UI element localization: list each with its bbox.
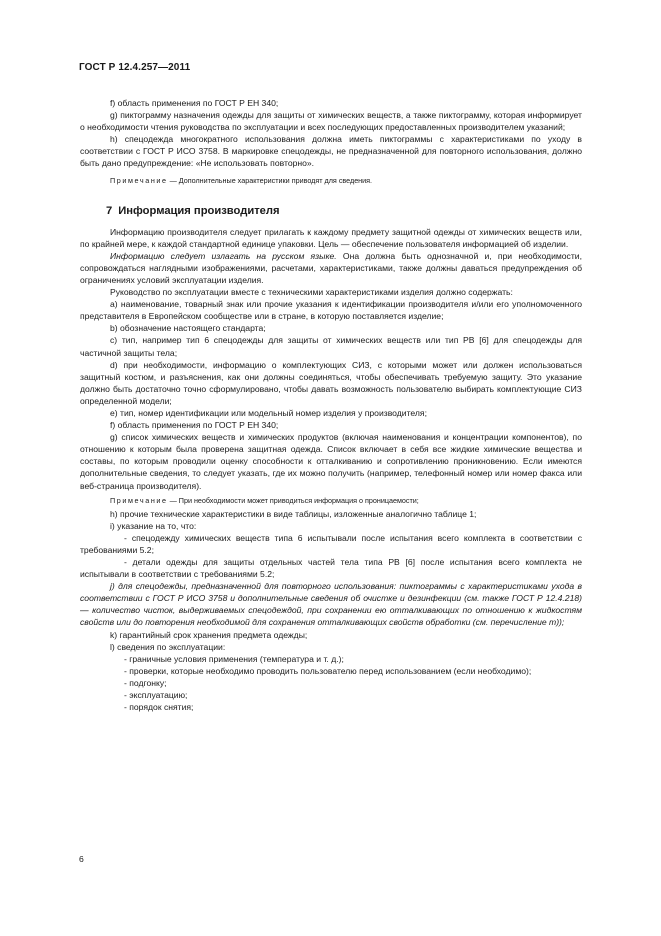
list-item-i-sub-1: - спецодежду химических веществ типа 6 испытывали после испытания всего комплекта в соответствии с требованиями 5.2; xyxy=(80,532,582,555)
list-item-c: c) тип, например тип 6 спецодежды для защиты от химических веществ или тип PB [6] для спецодежды для частичной защиты тела; xyxy=(80,335,582,358)
section-heading xyxy=(80,204,582,218)
list-item-d: d) при необходимости, информацию о комплектующих СИЗ, с которыми может или должен использоваться защитный костюм, и разъяснения, как они должны соединяться, чтобы обеспечивать требуемую защиту. Это указание должно быть достаточно точно сформулировано, чтобы давать возможность пользователю выбирать комплектующие СИЗ определенной модели; xyxy=(80,359,582,406)
section-title: Информация производителя xyxy=(118,204,280,217)
paragraph-2-rest: Она должна быть однозначной и, при необходимости, сопровождаться наглядными изображениями, расчетами, характеристиками, также должны даваться предупреждения об ограничениях условий эксплуатации изделия. xyxy=(80,250,582,285)
list-item-l-sub-4: - эксплуатацию; xyxy=(124,690,188,701)
paragraph-2 xyxy=(80,250,582,286)
paragraph-3: Руководство по эксплуатации вместе с техническими характеристиками изделия должно содержать: xyxy=(110,287,513,298)
list-item-l-sub-2: - проверки, которые необходимо проводить пользователю перед использованием (если необходимо); xyxy=(124,665,532,676)
list-item-l-sub-1: - граничные условия применения (температура и т. д.); xyxy=(124,653,344,664)
list-item-g: g) список химических веществ и химических продуктов (включая наименования и концентрации компонентов), по отношению к которым была проверена защитная одежда. Список включает в себя все жидкие химические вещества и составы, по которым проводили оценку способности к отталкиванию и сопротивлению проникновению. Если имеются дополнительные сведения, то следует указать, где их можно получить (например, телефонный номер или номер факса или веб-страница производителя). xyxy=(80,432,582,491)
list-item-f-top: f) область применения по ГОСТ Р ЕН 340; xyxy=(110,98,279,108)
page-content xyxy=(80,97,582,713)
list-item-b: b) обозначение настоящего стандарта; xyxy=(110,323,266,334)
note-1-prefix: Примечание xyxy=(110,175,168,185)
note-2-prefix: Примечание xyxy=(110,495,168,505)
paragraph-2-italic: Информацию следует излагать на русском языке. xyxy=(110,250,337,261)
list-item-i-sub-2: - детали одежды для защиты отдельных частей тела типа PB [6] после испытания всего комплекта не испытывали в соответствии с требованиями 5.2; xyxy=(80,557,582,580)
note-2 xyxy=(80,495,582,506)
section-number: 7 xyxy=(106,204,113,217)
list-item-k: k) гарантийный срок хранения предмета одежды; xyxy=(110,629,308,640)
page-number: 6 xyxy=(79,854,84,864)
list-item-h: h) прочие технические характеристики в виде таблицы, изложенные аналогично таблице 1; xyxy=(110,508,477,519)
list-item-i: i) указание на то, что: xyxy=(110,520,197,531)
note-1 xyxy=(80,175,582,186)
list-item-l-sub-3: - подгонку; xyxy=(124,677,167,688)
note-2-text: — При необходимости может приводиться информация о проницаемости; xyxy=(167,495,419,505)
list-item-a: a) наименование, товарный знак или прочие указания к идентификации производителя и/или его уполномоченного представителя в Европейском сообществе или в стране, в которую поставляется изделие; xyxy=(80,299,582,322)
paragraph-1: Информацию производителя следует прилагать к каждому предмету защитной одежды от химических веществ или, по крайней мере, к каждой стандартной единице упаковки. Цель — обеспечение пользователя информацией об изделии. xyxy=(80,226,582,249)
note-1-text: — Дополнительные характеристики приводят для сведения. xyxy=(167,175,373,185)
list-item-h-top: h) спецодежда многократного использования должна иметь пиктограммы с характеристиками по уходу в соответствии с ГОСТ Р ИСО 3758. В маркировке спецодежды, не предназначенной для повторного использования, должно быть дано предупреждение: «Не использовать повторно». xyxy=(80,134,582,169)
list-item-l: l) сведения по эксплуатации: xyxy=(110,641,226,652)
list-item-j: j) для спецодежды, предназначенной для повторного использования: пиктограммы с характеристиками ухода в соответствии с ГОСТ Р ИСО 3758 и дополнительные сведения об очистке и дезинфекции (см. также ГОСТ Р 12.4.218) — количество чисток, выдерживаемых спецодеждой, при сохранении ею отталкивающих по отношению к жидкостям свойств или до повторения необходимой для сохранения отталкивающих свойств обработки (см. перечисление m)); xyxy=(80,581,582,628)
list-item-e: e) тип, номер идентификации или модельный номер изделия у производителя; xyxy=(110,407,427,418)
list-item-l-sub-5: - порядок снятия; xyxy=(124,702,194,713)
list-item-f: f) область применения по ГОСТ Р ЕН 340; xyxy=(110,420,279,431)
list-item-g-top: g) пиктограмму назначения одежды для защиты от химических веществ, а также пиктограмму, которая информирует о необходимости чтения руководства по эксплуатации и всех последующих предоставленных производителем указаний; xyxy=(80,110,582,133)
document-code-header: ГОСТ Р 12.4.257—2011 xyxy=(79,62,191,73)
